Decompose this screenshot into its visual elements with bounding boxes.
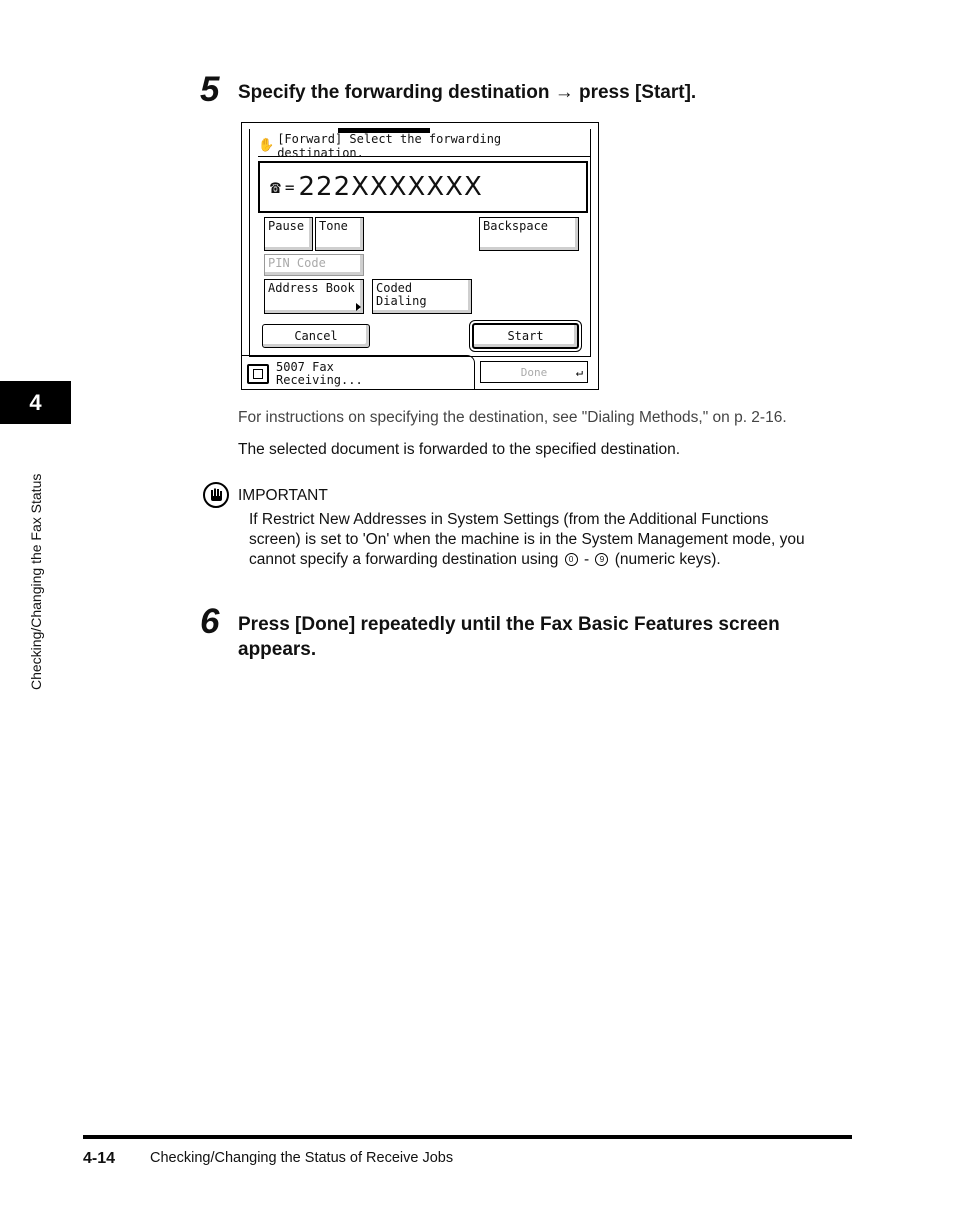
instruction-note: For instructions on specifying the destination, see "Dialing Methods," on p. 2-16. [238,409,787,426]
important-label: IMPORTANT [238,487,328,504]
address-book-label: Address Book [268,281,355,295]
step-6-line-1: Press [Done] repeatedly until the Fax Basic Features screen [238,614,780,635]
hand-stop-icon [208,487,224,503]
screen-panel [249,129,591,357]
arrow-right-icon [356,303,361,311]
coded-dialing-label-1: Coded [376,281,413,295]
backspace-label: Backspace [483,219,549,233]
status-state: Receiving... [276,373,363,387]
telephone-icon: ☎ [270,176,281,198]
important-hand-icon [203,482,229,508]
done-button[interactable] [480,361,588,383]
result-text: The selected document is forwarded to the specified destination. [238,441,681,458]
screen-title-bar [258,131,591,160]
coded-dialing-label-2: Dialing [376,294,427,308]
cancel-label: Cancel [294,328,338,343]
tone-button[interactable] [315,217,364,251]
cancel-button[interactable] [262,324,370,348]
coded-dialing-button[interactable] [372,279,472,314]
important-line-3b: (numeric keys). [614,551,721,568]
start-label: Start [507,328,544,343]
number-prefix: = [284,177,295,197]
backspace-button[interactable] [479,217,579,251]
fax-screen [241,122,599,390]
address-book-button[interactable] [264,279,364,314]
important-line-3a: cannot specify a forwarding destination using [249,551,559,568]
chapter-tab: 4 [0,381,71,424]
pause-label: Pause [268,219,305,233]
footer-title: Checking/Changing the Status of Receive Jobs [150,1150,454,1166]
hand-icon: ✋ [258,138,275,153]
destination-number: 222XXXXXXX [298,172,483,202]
step-6-line-2: appears. [238,639,317,660]
pin-code-label: PIN Code [268,256,326,270]
number-display [258,161,588,213]
step-6-number: 6 [200,602,220,641]
pin-code-button[interactable] [264,254,364,276]
step-5-number: 5 [200,70,220,109]
important-line-3 [249,550,859,570]
numeric-key-9-icon: 9 [595,553,608,566]
status-job: 5007 Fax [276,360,334,374]
page-number: 4-14 [83,1150,116,1167]
status-bar [242,355,475,389]
chapter-side-label: Checking/Changing the Fax Status [28,473,44,690]
numeric-key-0-icon: 0 [565,553,578,566]
important-line-1: If Restrict New Addresses in System Settings (from the Additional Functions [249,511,769,528]
important-line-2: screen) is set to 'On' when the machine is in the System Management mode, you [249,531,805,548]
start-button[interactable] [472,323,579,349]
enter-arrow-icon: ↵ [575,365,583,379]
pause-button[interactable] [264,217,313,251]
step-6-text [238,612,858,662]
step-5-text: Specify the forwarding destination → press [Start]. [238,82,697,103]
important-body [249,510,859,570]
footer-rule [83,1135,852,1139]
fax-machine-icon [247,364,269,384]
key-range-dash: - [583,551,590,568]
done-label: Done [520,365,548,379]
screen-title: [Forward] Select the forwarding destination. [277,131,502,160]
tone-label: Tone [319,219,348,233]
